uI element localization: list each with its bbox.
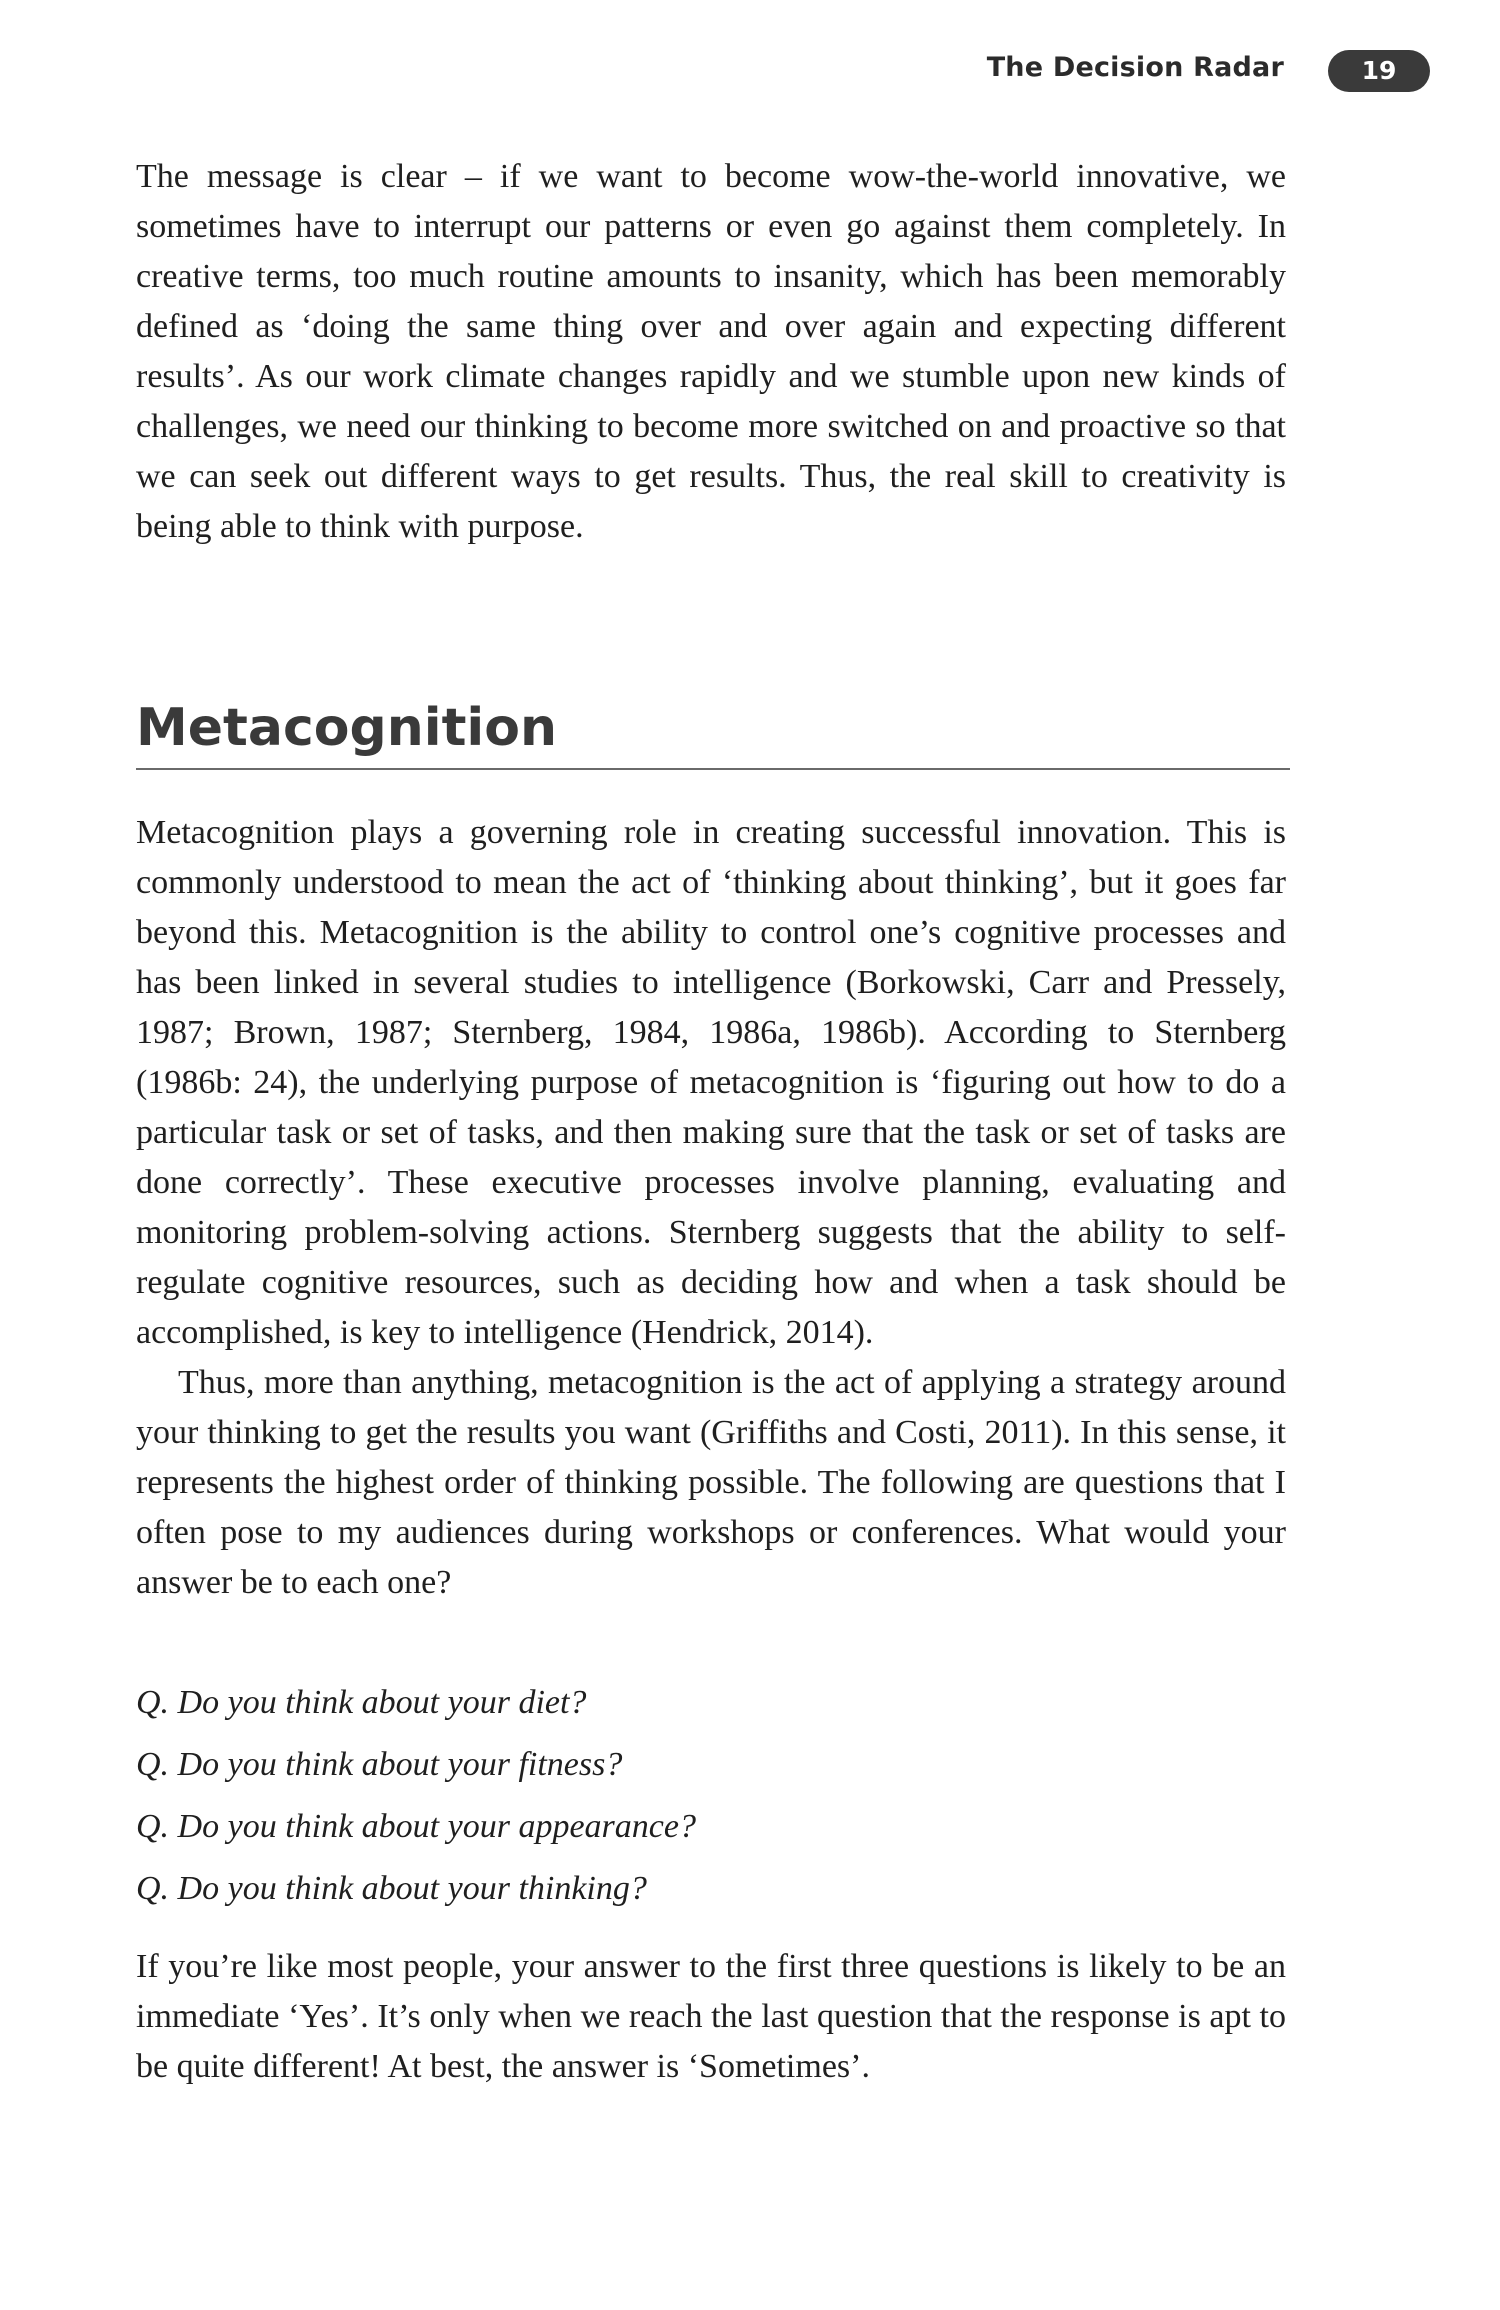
metacognition-body — [136, 808, 1286, 1608]
key-term: Metacognition — [136, 814, 335, 851]
paragraph-1-text: plays a governing role in creating successful innovation. This is commonly understood to mean the act of ‘thinking about thinking’, but it goes far beyond this. Metacognition is the ability to control one’s cognitive processes and has been linked in several studies to intelligence (Borkowski, Carr and Pressely, 1987; Brown, 1987; Sternberg, 1984, 1986a, 1986b). According to Sternberg (1986b: 24), the underlying purpose of metacognition is ‘figuring out how to do a particular task or set of tasks, and then making sure that the task or set of tasks are done correctly’. These executive processes involve planning, evaluating and monitoring problem-solving actions. Sternberg suggests that the ability to self-regulate cognitive resources, such as deciding how and when a task should be accomplished, is key to intelligence (Hendrick, 2014). — [136, 814, 1286, 1351]
question-list — [136, 1672, 1286, 1920]
section-divider — [136, 768, 1290, 770]
metacognition-paragraph-1 — [136, 808, 1286, 1358]
question-item: Q. Do you think about your thinking? — [136, 1870, 647, 1907]
metacognition-paragraph-2: Thus, more than anything, metacognition is the act of applying a strategy around your thinking to get the results you want (Griffiths and Costi, 2011). In this sense, it represents the highest order of thinking possible. The following are questions that I often pose to my audiences during workshops or conferences. What would your answer be to each one? — [136, 1364, 1286, 1601]
closing-paragraph: If you’re like most people, your answer to the first three questions is likely to be an immediate ‘Yes’. It’s only when we reach the last question that the response is apt to be quite different! At best, the answer is ‘Sometimes’. — [136, 1948, 1286, 2085]
page-number-badge: 19 — [1328, 50, 1430, 92]
closing-section — [136, 1942, 1286, 2092]
intro-section — [136, 152, 1286, 552]
running-title: The Decision Radar — [986, 52, 1284, 83]
section-heading: Metacognition — [136, 698, 558, 758]
question-item: Q. Do you think about your appearance? — [136, 1808, 696, 1845]
question-item: Q. Do you think about your diet? — [136, 1684, 587, 1721]
question-item: Q. Do you think about your fitness? — [136, 1746, 623, 1783]
page-header — [0, 50, 1500, 92]
intro-paragraph: The message is clear – if we want to become wow-the-world innovative, we sometimes have to interrupt our patterns or even go against them completely. In creative terms, too much routine amounts to insanity, which has been memorably defined as ‘doing the same thing over and over again and expecting different results’. As our work climate changes rapidly and we stumble upon new kinds of challenges, we need our thinking to become more switched on and proactive so that we can seek out different ways to get results. Thus, the real skill to creativity is being able to think with purpose. — [136, 158, 1286, 545]
